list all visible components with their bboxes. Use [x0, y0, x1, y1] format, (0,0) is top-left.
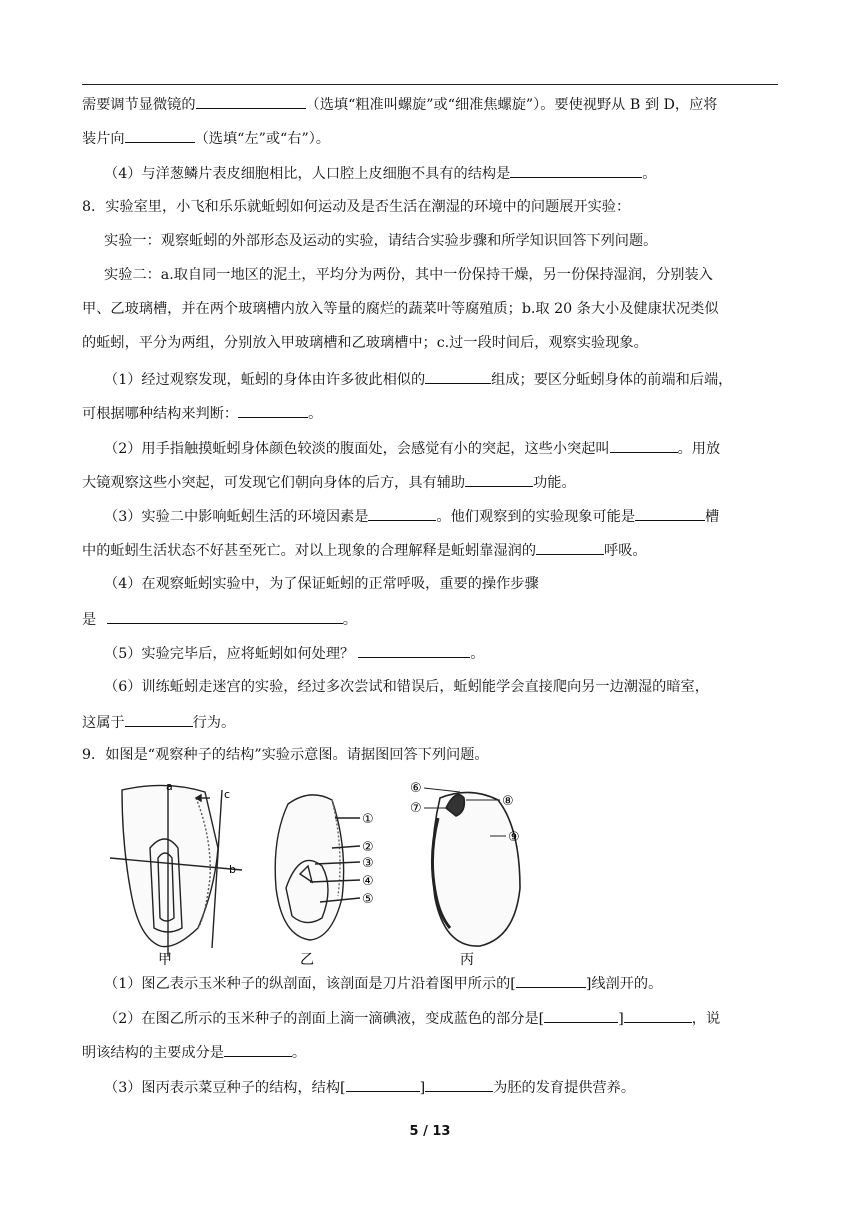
q8-exp2-line-3: 的蚯蚓，平分为两组，分别放入甲玻璃槽和乙玻璃槽中；c.过一段时间后，观察实验现象。 — [82, 335, 648, 351]
num-3: ③ — [362, 856, 374, 871]
label-a: a — [166, 780, 173, 793]
num-1: ① — [362, 812, 374, 827]
answer-blank[interactable] — [125, 711, 193, 727]
q8-sub-1-cont: 可根据哪种结构来判断： 。 — [82, 402, 782, 424]
num-9: ⑨ — [508, 830, 520, 845]
q8-sub-4-cont: 是 。 — [82, 608, 782, 630]
q9-sub-3: （3）图丙表示菜豆种子的结构，结构[ ] 为胚的发育提供营养。 — [104, 1076, 804, 1098]
corn-seed-section — [275, 795, 360, 940]
answer-blank[interactable] — [425, 1076, 493, 1092]
page-number: 5 / 13 — [409, 1124, 451, 1139]
caption-yi: 乙 — [300, 952, 314, 968]
q9-stem: 9．如图是“观察种子的结构”实验示意图。请据图回答下列问题。 — [82, 747, 489, 763]
q9-sub-2: （2）在图乙所示的玉米种子的剖面上滴一滴碘液，变成蓝色的部分是[ ] ，说 — [104, 1007, 804, 1029]
answer-blank[interactable] — [635, 505, 705, 521]
num-2: ② — [362, 840, 374, 855]
seed-structure-figure — [110, 778, 550, 968]
q8-sub-2: （2）用手指触摸蚯蚓身体颜色较淡的腹面处，会感觉有小的突起，这些小突起叫 。用放 — [104, 437, 804, 459]
q7-line-2: 装片向 （选填“左”或“右”）。 — [82, 127, 782, 149]
answer-blank[interactable] — [510, 162, 642, 178]
label-b: b — [229, 863, 236, 876]
label-c: c — [224, 788, 231, 801]
answer-blank[interactable] — [107, 608, 343, 624]
answer-blank[interactable] — [536, 539, 604, 555]
bean-seed — [424, 788, 520, 946]
answer-blank[interactable] — [346, 1076, 420, 1092]
num-5: ⑤ — [362, 892, 374, 907]
answer-blank[interactable] — [425, 368, 491, 384]
q8-sub-6: （6）训练蚯蚓走迷宫的实验，经过多次尝试和错误后，蚯蚓能学会直接爬向另一边潮湿的暗室， — [104, 679, 709, 695]
q8-sub-3: （3）实验二中影响蚯蚓生活的环境因素是 。他们观察到的实验现象可能是 槽 — [104, 505, 804, 527]
q9-sub-2-cont: 明该结构的主要成分是 。 — [82, 1041, 782, 1063]
q8-sub-6-cont: 这属于 行为。 — [82, 711, 782, 733]
answer-blank[interactable] — [358, 642, 470, 658]
answer-blank[interactable] — [465, 471, 533, 487]
q8-sub-2-cont: 大镜观察这些小突起，可发现它们朝向身体的后方，具有辅助 功能。 — [82, 471, 782, 493]
caption-bing: 丙 — [460, 952, 474, 968]
answer-blank[interactable] — [368, 505, 436, 521]
q7-line-1: 需要调节显微镜的 （选填“粗准叫螺旋”或“细准焦螺旋”）。要使视野从 B 到 D，应将 — [82, 93, 782, 115]
q8-exp1: 实验一：观察蚯蚓的外部形态及运动的实验，请结合实验步骤和所学知识回答下列问题。 — [104, 233, 658, 249]
answer-blank[interactable] — [125, 127, 195, 143]
q7-sub-4: （4）与洋葱鳞片表皮细胞相比，人口腔上皮细胞不具有的结构是 。 — [104, 162, 804, 184]
answer-blank[interactable] — [610, 437, 678, 453]
q8-sub-4: （4）在观察蚯蚓实验中，为了保证蚯蚓的正常呼吸，重要的操作步骤 — [104, 576, 539, 592]
answer-blank[interactable] — [224, 1041, 292, 1057]
caption-jia: 甲 — [158, 952, 172, 968]
num-8: ⑧ — [502, 794, 514, 809]
q8-stem: 8．实验室里，小飞和乐乐就蚯蚓如何运动及是否生活在潮湿的环境中的问题展开实验： — [82, 199, 631, 215]
q8-exp2-line-2: 甲、乙玻璃槽，并在两个玻璃槽内放入等量的腐烂的蔬菜叶等腐殖质；b.取 20 条大小及健康状况类似 — [82, 301, 719, 317]
corn-seed-exterior — [110, 785, 242, 956]
q8-exp2-line-1: 实验二：a.取自同一地区的泥土，平均分为两份，其中一份保持干燥，另一份保持湿润，分别装入 — [104, 267, 713, 283]
header-rule — [82, 84, 778, 85]
answer-blank[interactable] — [516, 972, 586, 988]
q9-sub-1: （1）图乙表示玉米种子的纵剖面，该剖面是刀片沿着图甲所示的[ ]线剖开的。 — [104, 972, 804, 994]
q8-sub-5: （5）实验完毕后，应将蚯蚓如何处理？ 。 — [104, 642, 804, 664]
num-6: ⑥ — [410, 781, 422, 796]
answer-blank[interactable] — [238, 402, 308, 418]
num-4: ④ — [362, 874, 374, 889]
num-7: ⑦ — [410, 801, 422, 816]
q8-sub-3-cont: 中的蚯蚓生活状态不好甚至死亡。对以上现象的合理解释是蚯蚓靠湿润的 呼吸。 — [82, 539, 782, 561]
q8-sub-1: （1）经过观察发现，蚯蚓的身体由许多彼此相似的 组成；要区分蚯蚓身体的前端和后端， — [104, 368, 804, 390]
answer-blank[interactable] — [196, 93, 306, 109]
answer-blank[interactable] — [624, 1007, 692, 1023]
answer-blank[interactable] — [544, 1007, 618, 1023]
